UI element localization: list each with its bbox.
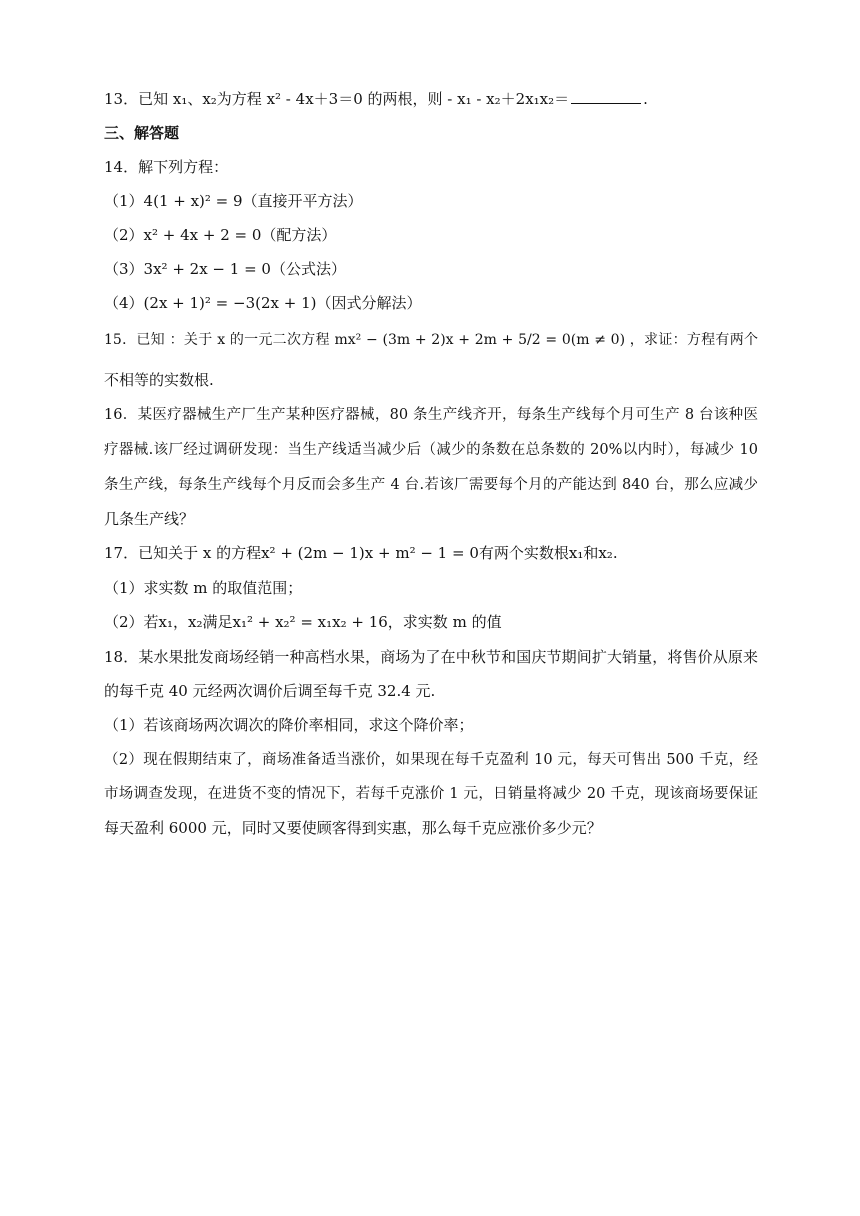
question-14-part-2: （2）x² + 4x + 2 = 0（配方法） (104, 226, 337, 244)
question-16-line-3: 条生产线，每条生产线每个月反而会多生产 4 台.若该厂需要每个月的产能达到 840 台，那么应减少 (104, 477, 758, 493)
question-15-line-2: 不相等的实数根. (104, 371, 214, 389)
answer-blank (571, 89, 641, 104)
question-14-stem: 14．解下列方程： (104, 158, 229, 176)
question-14-part-4: （4）(2x + 1)² = −3(2x + 1)（因式分解法） (104, 294, 422, 312)
question-17-part-1: （1）求实数 m 的取值范围； (104, 579, 303, 597)
question-13 (104, 89, 758, 109)
question-15-line-1: 15．已知 ：关于 x 的一元二次方程 mx² − (3m + 2)x + 2m + 5/2 = 0(m ≠ 0) ，求证：方程有两个 (104, 332, 758, 348)
question-18-part-2-line-3: 每天盈利 6000 元，同时又要使顾客得到实惠，那么每千克应涨价多少元？ (104, 819, 602, 837)
question-16-line-2: 疗器械.该厂经过调研发现：当生产线适当减少后（减少的条数在总条数的 20%以内时），每减少 10 (104, 442, 758, 458)
question-18-line-2: 的每千克 40 元经两次调价后调至每千克 32.4 元. (104, 682, 436, 700)
question-17-part-2: （2）若x₁，x₂满足x₁² + x₂² = x₁x₂ + 16，求实数 m 的值 (104, 613, 502, 631)
question-18-line-1: 18．某水果批发商场经销一种高档水果，商场为了在中秋节和国庆节期间扩大销量，将售价从原来 (104, 648, 758, 666)
question-18-part-2-line-1: （2）现在假期结束了，商场准备适当涨价，如果现在每千克盈利 10 元，每天可售出 500 千克，经 (104, 752, 758, 768)
question-17-stem: 17．已知关于 x 的方程x² + (2m − 1)x + m² − 1 = 0有两个实数根x₁和x₂. (104, 544, 618, 562)
question-14-part-1: （1）4(1 + x)² = 9（直接开平方法） (104, 192, 363, 210)
question-13-end: . (643, 90, 648, 108)
question-16-line-4: 几条生产线？ (104, 510, 195, 528)
question-13-text: 13．已知 x₁、x₂为方程 x² - 4x＋3＝0 的两根，则 - x₁ - x₂＋2x₁x₂＝ (104, 90, 570, 108)
question-18-part-1: （1）若该商场两次调次的降价率相同，求这个降价率； (104, 716, 474, 734)
question-18-part-2-line-2: 市场调查发现，在进货不变的情况下，若每千克涨价 1 元，日销量将减少 20 千克，现该商场要保证 (104, 786, 758, 802)
section-title: 三、解答题 (104, 124, 180, 142)
question-14-part-3: （3）3x² + 2x − 1 = 0（公式法） (104, 260, 346, 278)
question-16-line-1: 16．某医疗器械生产厂生产某种医疗器械，80 条生产线齐开，每条生产线每个月可生产 8 台该种医 (104, 407, 758, 423)
